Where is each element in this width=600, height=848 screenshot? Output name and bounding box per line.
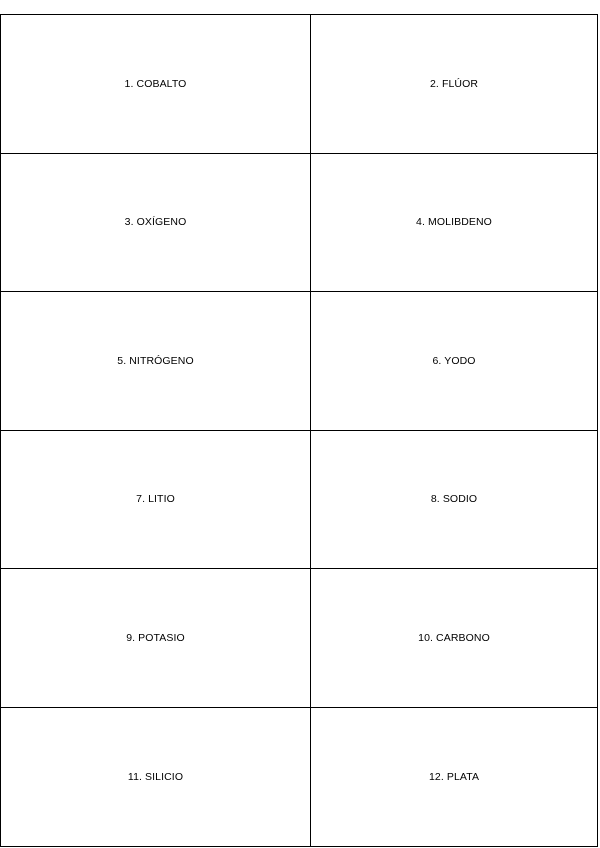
- card-label: 4. MOLIBDENO: [416, 216, 492, 229]
- card-nitrogeno: [1, 292, 311, 431]
- card-potasio: [1, 569, 311, 708]
- card-carbono: [311, 569, 597, 708]
- card-plata: [311, 708, 597, 847]
- card-litio: [1, 431, 311, 570]
- card-cobalto: [1, 15, 311, 154]
- card-fluor: [311, 15, 597, 154]
- card-sodio: [311, 431, 597, 570]
- card-oxigeno: [1, 154, 311, 293]
- card-label: 3. OXÍGENO: [124, 216, 187, 229]
- card-grid: [0, 14, 598, 847]
- card-label: 10. CARBONO: [418, 631, 490, 644]
- card-molibdeno: [311, 154, 597, 293]
- card-label: 6. YODO: [432, 354, 476, 367]
- card-label: 7. LITIO: [136, 493, 175, 506]
- card-label: 8. SODIO: [430, 493, 478, 506]
- card-label: 12. PLATA: [428, 770, 480, 783]
- card-label: 1. COBALTO: [124, 77, 187, 90]
- card-label: 9. POTASIO: [126, 631, 185, 644]
- card-label: 11. SILICIO: [127, 770, 184, 783]
- card-yodo: [311, 292, 597, 431]
- card-label: 2. FLÚOR: [429, 77, 479, 90]
- card-label: 5. NITRÓGENO: [117, 354, 194, 367]
- card-silicio: [1, 708, 311, 847]
